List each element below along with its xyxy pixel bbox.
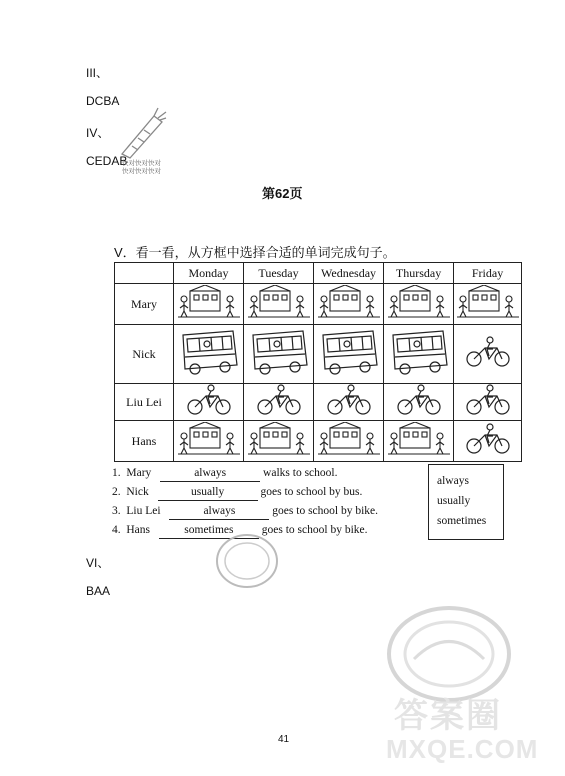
page-heading: 第62页 bbox=[262, 186, 303, 201]
section-6-answer: BAA bbox=[86, 584, 111, 598]
sentence-name: Mary bbox=[126, 467, 152, 479]
day-header: Monday bbox=[174, 263, 244, 284]
bike-drawing bbox=[254, 384, 304, 420]
stamp-text: 快对快对快对 bbox=[122, 160, 161, 167]
transport-table bbox=[114, 262, 522, 462]
bus-drawing bbox=[387, 327, 451, 381]
table-corner bbox=[115, 263, 174, 284]
row-name: Liu Lei bbox=[115, 384, 174, 421]
sentence-name: Nick bbox=[126, 486, 149, 498]
sentence-rest: walks to school. bbox=[263, 467, 338, 479]
bike-icon bbox=[384, 384, 454, 421]
walk-drawing bbox=[457, 285, 519, 323]
section-4-label: IV、 bbox=[86, 126, 110, 140]
bus-icon bbox=[244, 325, 314, 384]
sentence-name: Hans bbox=[126, 524, 151, 536]
sentence-number: 1. bbox=[112, 467, 121, 479]
watermark-title: 答案圈 bbox=[394, 697, 502, 735]
bike-drawing bbox=[324, 384, 374, 420]
walk-icon bbox=[454, 284, 522, 325]
walk-drawing bbox=[318, 285, 380, 323]
bike-drawing bbox=[394, 384, 444, 420]
walk-drawing bbox=[388, 285, 450, 323]
stamp-text: 快对快对快对 bbox=[122, 168, 161, 175]
sentence-number: 3. bbox=[112, 505, 121, 517]
bike-icon bbox=[454, 421, 522, 462]
day-header: Friday bbox=[454, 263, 522, 284]
bus-drawing bbox=[317, 327, 381, 381]
row-name: Nick bbox=[115, 325, 174, 384]
word-option: usually bbox=[437, 495, 471, 507]
seal-stamp-icon bbox=[212, 530, 282, 592]
day-header: Wednesday bbox=[314, 263, 384, 284]
bike-drawing bbox=[463, 336, 513, 372]
day-header: Tuesday bbox=[244, 263, 314, 284]
bike-icon bbox=[454, 384, 522, 421]
answer-blank: always bbox=[169, 505, 269, 520]
sentence bbox=[112, 486, 362, 501]
bike-icon bbox=[454, 325, 522, 384]
bike-drawing bbox=[184, 384, 234, 420]
walk-icon bbox=[244, 284, 314, 325]
bus-icon bbox=[174, 325, 244, 384]
walk-drawing bbox=[248, 422, 310, 460]
walk-icon bbox=[244, 421, 314, 462]
sentence bbox=[112, 467, 337, 482]
walk-icon bbox=[384, 421, 454, 462]
pen-stamp-icon bbox=[112, 102, 168, 162]
bike-icon bbox=[174, 384, 244, 421]
answer-blank: usually bbox=[158, 486, 258, 501]
sentence-number: 4. bbox=[112, 524, 121, 536]
bike-icon bbox=[244, 384, 314, 421]
sentence bbox=[112, 505, 378, 520]
walk-drawing bbox=[248, 285, 310, 323]
row-name: Mary bbox=[115, 284, 174, 325]
word-box bbox=[428, 464, 504, 540]
bus-icon bbox=[384, 325, 454, 384]
bike-drawing bbox=[463, 423, 513, 459]
walk-icon bbox=[174, 284, 244, 325]
sentence-rest: goes to school by bike. bbox=[261, 524, 368, 536]
word-option: always bbox=[437, 475, 469, 487]
bus-icon bbox=[314, 325, 384, 384]
walk-icon bbox=[314, 421, 384, 462]
sentence-rest: goes to school by bus. bbox=[260, 486, 363, 498]
walk-drawing bbox=[178, 422, 240, 460]
section-6-label: VI、 bbox=[86, 556, 110, 570]
walk-icon bbox=[314, 284, 384, 325]
watermark-url: MXQE.COM bbox=[386, 734, 539, 764]
walk-drawing bbox=[178, 285, 240, 323]
section-3-answer: DCBA bbox=[86, 94, 120, 108]
bike-drawing bbox=[463, 384, 513, 420]
section-3-label: III、 bbox=[86, 66, 109, 80]
day-header: Thursday bbox=[384, 263, 454, 284]
word-option: sometimes bbox=[437, 515, 487, 527]
sentence-name: Liu Lei bbox=[126, 505, 161, 517]
sentence-rest: goes to school by bike. bbox=[272, 505, 379, 517]
sentence-number: 2. bbox=[112, 486, 121, 498]
page-number: 41 bbox=[278, 734, 290, 745]
bus-drawing bbox=[177, 327, 241, 381]
bus-drawing bbox=[247, 327, 311, 381]
row-name: Hans bbox=[115, 421, 174, 462]
walk-drawing bbox=[318, 422, 380, 460]
answer-blank: sometimes bbox=[159, 524, 259, 539]
answer-blank: always bbox=[160, 467, 260, 482]
walk-drawing bbox=[388, 422, 450, 460]
bike-icon bbox=[314, 384, 384, 421]
section-4-answer: CEDAB bbox=[86, 154, 128, 168]
walk-icon bbox=[384, 284, 454, 325]
exercise-instruction: V．看一看，从方框中选择合适的单词完成句子。 bbox=[114, 245, 396, 260]
walk-icon bbox=[174, 421, 244, 462]
